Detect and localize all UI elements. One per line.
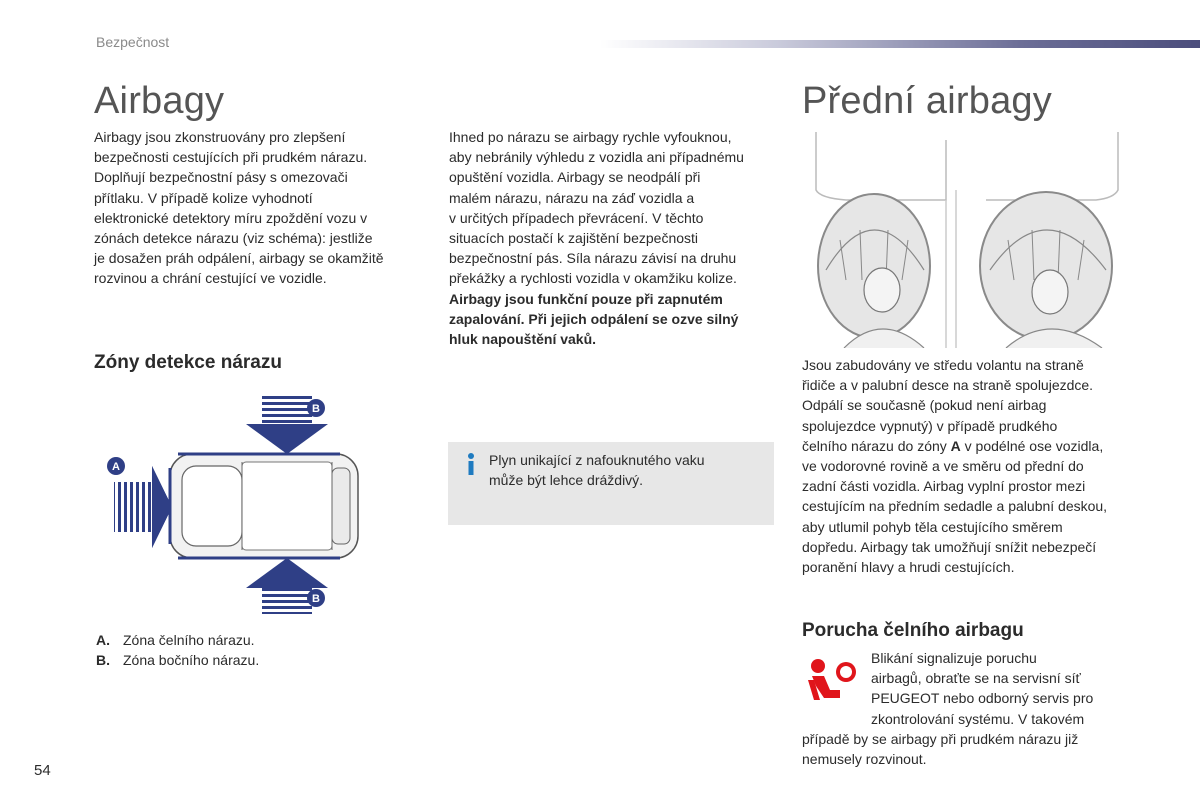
text-line: opuštění vozidla. Airbagy se neodpálí při — [449, 169, 701, 186]
text-line: Airbagy jsou zkonstruovány pro zlepšení — [94, 129, 346, 145]
info-icon — [464, 452, 478, 476]
text-line: případě by se airbagy při prudkém nárazu již — [802, 731, 1079, 747]
label-b: B — [312, 403, 320, 415]
text-line: Odpálí se současně (pokud není airbag — [802, 397, 1047, 414]
label-b-top-badge — [307, 399, 325, 417]
text-line: PEUGEOT nebo odborný servis pro — [871, 690, 1094, 707]
legend-key: A. — [96, 632, 110, 648]
text-line: překážky a rychlosti vozidla v okamžiku kolize. — [449, 270, 737, 287]
text-line: rozvinou a chrání cestující ve vozidle. — [94, 270, 327, 287]
legend — [96, 632, 259, 668]
text-line: airbagů, obraťte se na servisní síť — [871, 670, 1081, 687]
legend-text: Zóna čelního nárazu. — [123, 632, 255, 648]
legend-text: Zóna bočního nárazu. — [123, 652, 260, 668]
text-line: zónách detekce nárazu (viz schéma): jestliže — [94, 230, 373, 247]
text-line: řidiče a v palubní desce na straně spolujezdce. — [802, 377, 1094, 394]
fault-text-tail — [802, 729, 1142, 769]
text-line: elektronické detektory míru zpoždění vozu v — [94, 209, 368, 226]
text-line: poranění hlavy a hrudi cestujících. — [802, 559, 1015, 576]
bold-line: zapalování. Při jejich odpálení se ozve silný — [449, 310, 739, 327]
legend-item — [96, 652, 259, 668]
page-number: 54 — [34, 762, 51, 779]
info-text — [489, 450, 759, 490]
impact-zones-diagram — [100, 390, 370, 620]
text-line: zkontrolování systému. V takovém — [871, 710, 1085, 727]
text-line: dopředu. Airbagy tak umožňují snížit nebezpečí — [802, 538, 1097, 555]
text-line: malém nárazu, nárazu na záď vozidla a — [449, 189, 695, 206]
text-line: Blikání signalizuje poruchu — [871, 650, 1037, 666]
text-line: situacích postačí k zajištění bezpečnosti — [449, 230, 699, 247]
label-a: A — [112, 461, 120, 473]
text-line: Doplňují bezpečnostní pásy s omezovači — [94, 169, 348, 186]
page-title: Airbagy — [94, 80, 225, 122]
text-line: Ihned po nárazu se airbagy rychle vyfouknou, — [449, 129, 732, 145]
text-line — [802, 436, 1142, 456]
text-line: cestujícím na předním sedadle a palubní deskou, — [802, 498, 1108, 515]
deflation-paragraph — [449, 127, 779, 349]
text-line: je dosažen práh odpálení, airbagy se okamžitě — [94, 250, 384, 267]
text-line: aby nebránily výhledu z vozidla ani případnému — [449, 149, 744, 166]
text-line: Plyn unikající z nafouknutého vaku — [489, 452, 705, 468]
legend-item — [96, 632, 259, 648]
intro-paragraph — [94, 127, 434, 289]
text-line: nemusely rozvinout. — [802, 751, 927, 768]
airbag-warning-icon — [806, 656, 860, 704]
zones-heading: Zóny detekce nárazu — [94, 352, 282, 373]
zone-a-ref: A — [950, 437, 961, 454]
fault-text — [871, 648, 1151, 729]
text-line: může být lehce dráždivý. — [489, 472, 644, 489]
section-label: Bezpečnost — [96, 34, 170, 50]
text-line: spolujezdce vypnutý) v případě prudkého — [802, 417, 1058, 434]
front-airbags-title: Přední airbagy — [802, 80, 1052, 122]
legend-key: B. — [96, 652, 110, 668]
text-line: zadní části vozidla. Airbag vyplní prostor mezi — [802, 478, 1086, 495]
text-fragment: v podélné ose vozidla, — [960, 437, 1104, 454]
text-line: Jsou zabudovány ve středu volantu na straně — [802, 357, 1084, 373]
text-line: bezpečnosti cestujících při prudkém nárazu. — [94, 149, 368, 166]
text-fragment: čelního nárazu do zóny — [802, 437, 951, 454]
header-bar — [600, 40, 1200, 48]
bold-line: hluk napouštění vaků. — [449, 331, 597, 348]
label-b-bottom-badge — [307, 589, 325, 607]
bold-line: Airbagy jsou funkční pouze při zapnutém — [449, 290, 723, 307]
text-line: přítlaku. V případě kolize vyhodnotí — [94, 189, 313, 206]
text-line: ve vodorovné rovině a ve směru od přední do — [802, 458, 1084, 475]
label-a-badge — [107, 457, 125, 475]
text-line: aby utlumil pohyb těla cestujícího směrem — [802, 518, 1063, 535]
fault-heading: Porucha čelního airbagu — [802, 620, 1024, 641]
text-line: v určitých případech převrácení. V těchto — [449, 209, 704, 226]
arrow-a — [114, 466, 172, 548]
front-airbags-paragraph — [802, 355, 1142, 577]
front-airbags-illustration — [806, 130, 1128, 348]
text-line: bezpečnostní pás. Síla nárazu závisí na druhu — [449, 250, 737, 267]
car-top-view — [170, 454, 358, 558]
label-b: B — [312, 593, 320, 605]
